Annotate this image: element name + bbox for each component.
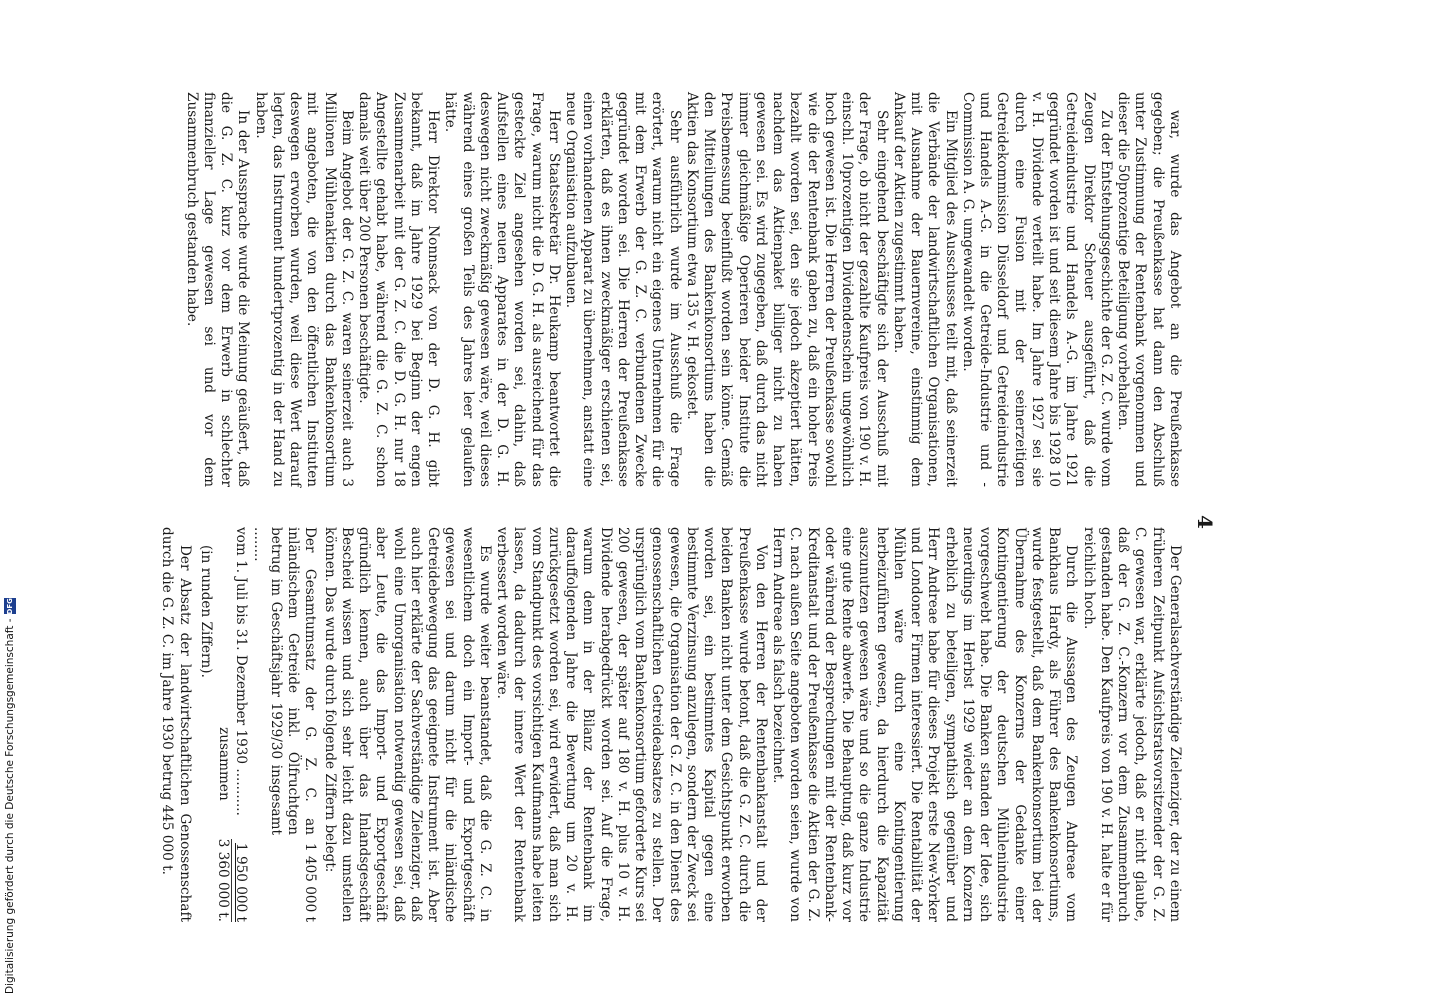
figure-value: 1 405 000 t [302,843,319,922]
paragraph: war, wurde das Angebot an die Preußenkasse gegeben; die Preußenkasse hat dann den Abschluß unter Zustimmung der Rentenbank vorgenommen und dieser die 50prozentige Beteiligung vorbehalten. [1115,92,1183,487]
figure-total-row [214,527,232,922]
paragraph: Der Generalsachverständige Zielenziger, der zu einem früheren Zeitpunkt Aufsichtsratsvorsitzender der G. Z. C. gewesen war, erklärte jedoch, daß er nicht glaube, daß der G. Z. C.-Konzern vor dem Zusammenbruch gestanden habe. Den Kaufpreis von 190 v. H. halte er für reichlich hoch. [1080,527,1183,922]
paragraph: Von den Herren der Rentenbankanstalt und der Preußenkasse wurde betont, daß die G. Z. C. durch die beiden Banken nicht unter dem Gesichtspunkt erworben worden sei, ein bestimmtes Kapital gegen eine bestimmte Verzinsung anzulegen, sondern der Zweck sei gewesen, die Organisation der G. Z. C. in den Dienst des genossenschaftlichen Getreideabsatzes zu stellen. Der ursprünglich vom Bankenkonsortium geforderte Kurs sei 200 gewesen, der später auf 180 v. H. plus 10 v. H. Dividende herabgedrückt worden sei. Auf die Frage, warum denn in der Bilanz der Rentenbank im darauffolgenden Jahre die Bewertung um 20 v. H. zurückgesetzt worden sei, wird erwidert, daß man sich vom Standpunkt des vorsichtigen Kaufmanns habe leiten lassen, da dadurch der innere Wert der Rentenbank verbessert worden wäre. [494,527,769,922]
right-column [158,527,1183,922]
figure-value: 3 360 000 t. [215,838,232,922]
paragraph: Ein Mitglied des Ausschusses teilt mit, daß seinerzeit die Verbände der landwirtschaftlichen Organisationen, mit Ausnahme der Bauernvereine, einstimmig dem Ankauf der Aktien zugestimmt haben. [891,92,959,487]
paragraph: Zu der Entstehungsgeschichte der G. Z. C. wurde vom Zeugen Direktor Scheuer ausgeführt, daß die Getreideindustrie und Handels A.-G. im Jahre 1921 gegründet worden ist und seit diesem Jahre bis 1928 10 v. H. Dividende verteilt habe. Im Jahre 1927 sei sie durch eine Fusion mit der seinerzeitigen Getreidekommission Düsseldorf und Getreideindustrie und Handels A.-G. in die Getreide-Industrie und -Commission A. G. umgewandelt worden. [960,92,1114,487]
figure-row [232,527,249,922]
figure-label: zusammen [216,727,233,801]
paragraph: Sehr eingehend beschäftigte sich der Ausschuß mit der Frage, ob nicht der gezahlte Kaufpreis von 190 v. H. einschl. 10prozentigen Dividendenschein ungewöhnlich hoch gewesen ist. Die Herren der Preußenkasse sowohl wie die der Rentenbank gaben zu, daß ein hoher Preis bezahlt worden sei, den sie jedoch akzeptiert hätten, nachdem das Aktienpaket billiger nicht zu haben gewesen sei. Es wird zugegeben, daß durch das nicht immer gleichmäßige Operieren beider Institute die Preisbemessung beeinflußt worden sein könne. Gemäß den Mitteilungen des Bankenkonsortiums haben die Aktien das Konsortium etwa 135 v. H. gekostet. [684,92,890,487]
paragraph: Es wurde weiter beanstandet, daß die G. Z. C. in wesentlichem doch ein Import- und Exportgeschäft gewesen sei und darum nicht für die inländische Getreidebewegung das geeignete Instrument ist. Aber auch hier erklärte der Sachverständige Zielenziger, daß wohl eine Umorganisation notwendig gewesen sei, daß aber Leute, die das Import- und Exportgeschäft gründlich kennen, auch über das Inlandsgeschäft Bescheid wissen und sich sehr leicht dazu umstellen können. Das wurde durch folgende Ziffern belegt: [321,527,493,922]
footer-credit [4,598,16,994]
figure-label: vom 1. Juli bis 31. Dezember 1930 ........... [233,527,250,816]
paragraph: In der Aussprache wurde die Meinung geäußert, daß die G. Z. C. kurz vor dem Erwerb in schlechter finanzieller Lage gewesen sei und vor dem Zusammenbruch gestanden habe. [183,92,252,487]
figure-row [250,527,319,922]
document-page [117,92,1217,952]
paragraph: Beim Angebot der G. Z. C. waren seinerzeit auch 3 Millionen Mühlenaktien durch das Bankenkonsortium mit angeboten, die von den öffentlichen Instituten deswegen erworben wurden, weil diese Wert darauf legten, das Instrument hundertprozentig in der Hand zu haben. [252,92,355,487]
figure-value: 1 950 000 t [233,843,250,922]
page-number: 4 [1193,515,1217,529]
left-column [183,92,1184,487]
paragraph: Herr Direktor Nonnsack von der D. G. H. gibt bekannt, daß im Jahre 1929 bei Beginn der engen Zusammenarbeit mit der G. Z. C. die D. G. H. nur 18 Angestellte gehabt habe, während die G. Z. C. schon damals weit über 200 Personen beschäftigte. [356,92,442,487]
figure-label: Der Gesamtumsatz der G. Z. C. an inländischem Getreide inkl. Ölfruchtgen betrug im Geschäftsjahr 1929/30 insgesamt ........ [250,527,319,836]
dfg-logo-icon: DFG [6,598,14,615]
footer-text: Digitalisierung gefördert durch die Deutsche Forschungsgemeinschaft - [4,618,16,994]
paragraph: Sehr ausführlich wurde im Ausschuß die Frage erörtert, warum nicht ein eigenes Unternehmen für die mit dem Erwerb der G. Z. C. verbundenen Zwecke gegründet worden sei. Die Herren der Preußenkasse erklärten, daß es ihnen zweckmäßiger erschienen sei, einen vorhandenen Apparat zu übernehmen, anstatt eine neue Organisation aufzubauen. [563,92,683,487]
paragraph: Der Absatz der landwirtschaftlichen Genossenschaft durch die G. Z. C. im Jahre 1930 betrug 445 000 t. [159,527,193,922]
figures-table [197,527,319,922]
figures-note: (in runden Ziffern). [198,545,214,678]
paragraph: Durch die Aussagen des Zeugen Andreae vom Bankhaus Hardy, als Führer des Bankenkonsortiums, wurde festgestellt, daß dem Bankenkonsortium bei der Übernahme des Konzerns der Gedanke einer Kontingentierung der deutschen Mühlenindustrie vorgeschwebt habe. Die Banken standen der Idee, sich neuerdings im Herbst 1929 wieder an dem Konzern erheblich zu beteiligen, sympathisch gegenüber und Herr Andreae habe für dieses Projekt erste New-Yorker und Londoner Firmen interessiert. Die Rentabilität der Mühlen wäre durch eine Kontingentierung herbeizuführen gewesen, da hierdurch die Kapazität auszunutzen gewesen wäre und so die ganze Industrie eine gute Rente abwerfe. Die Behauptung, daß kurz vor oder während der Besprechungen mit der Rentenbank-Kreditanstalt und der Preußenkasse die Aktien der G. Z. C. nach außen Seite angeboten worden seien, wurde von Herrn Andreae als falsch bezeichnet. [770,527,1080,922]
paragraph: Herr Staatssekretär Dr. Heukamp beantwortet die Frage, warum nicht die D. G. H. als ausreichend für das gesteckte Ziel angesehen worden sei, dahin, daß Aufstellen eines neuen Apparates in der D. G. H. deswegen nicht zweckmäßig gewesen wäre, weil dieses während eines großen Teils des Jahres leer gelaufen hätte. [442,92,562,487]
